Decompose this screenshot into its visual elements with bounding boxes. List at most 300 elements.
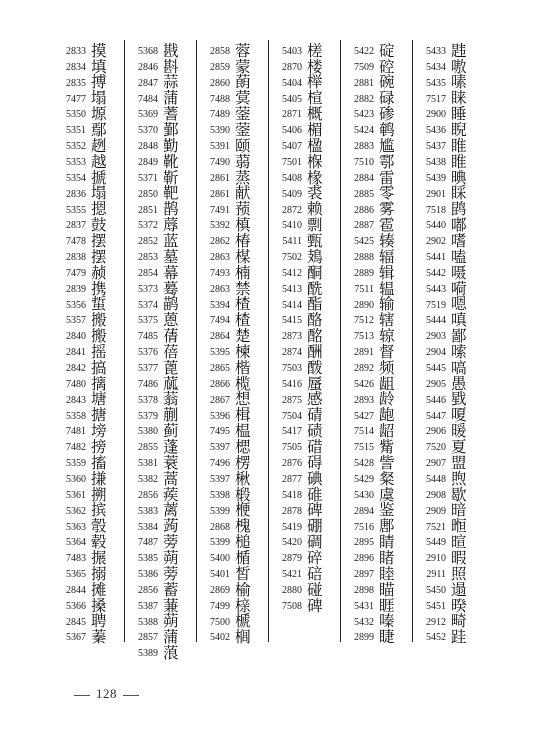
column-divider (268, 40, 269, 642)
character: 靴 (163, 152, 179, 171)
character: 趔 (91, 136, 107, 155)
character: 蒴 (163, 548, 179, 567)
code-number: 2880 (282, 584, 302, 596)
character: 榅 (235, 422, 251, 441)
code-number: 7514 (354, 426, 374, 438)
code-number: 5413 (282, 283, 302, 295)
character: 榹 (235, 612, 251, 631)
code-number: 2871 (282, 109, 302, 121)
character: 蓢 (235, 73, 251, 92)
code-number: 2901 (426, 188, 446, 200)
code-number: 5409 (282, 188, 302, 200)
code-number: 5387 (138, 600, 158, 612)
character: 雷 (379, 168, 395, 187)
code-number: 2845 (66, 616, 86, 628)
code-number: 7510 (354, 156, 374, 168)
character: 墓 (163, 247, 179, 266)
character: 鄌 (379, 517, 395, 536)
character: 嗬 (451, 279, 467, 298)
code-number: 5359 (66, 458, 86, 470)
code-number: 5353 (66, 156, 86, 168)
character: 蒺 (163, 485, 179, 504)
code-number: 2872 (282, 204, 302, 216)
code-number: 5369 (138, 109, 158, 121)
code-number: 2855 (138, 442, 158, 454)
code-number: 5442 (426, 267, 446, 279)
character: 蓥 (235, 121, 251, 139)
code-number: 2839 (66, 283, 86, 295)
code-number: 7516 (354, 521, 374, 533)
code-number: 5445 (426, 363, 446, 374)
code-number: 2910 (426, 553, 446, 565)
code-number: 5356 (66, 299, 86, 311)
character: 裘 (307, 184, 323, 203)
code-number: 5370 (138, 125, 158, 137)
code-number: 2882 (354, 93, 374, 105)
character: 蒡 (163, 533, 179, 552)
character: 蓐 (163, 216, 179, 235)
character: 遢 (451, 580, 467, 599)
code-number: 2899 (354, 632, 374, 644)
table-row (200, 626, 255, 649)
character: 暅 (451, 517, 467, 536)
column-divider (340, 40, 341, 642)
code-number: 5397 (210, 442, 230, 454)
character: 楣 (307, 121, 323, 139)
code-number: 5399 (210, 537, 230, 549)
code-number: 5447 (426, 410, 446, 422)
code-number: 7502 (282, 252, 302, 264)
character: 碓 (307, 485, 323, 504)
code-number: 7518 (426, 204, 446, 216)
character: 榆 (235, 580, 251, 599)
code-number: 2884 (354, 172, 374, 184)
character: 蓣 (235, 200, 251, 219)
code-number: 5392 (210, 220, 230, 232)
character: 煦 (451, 469, 467, 488)
character: 甄 (307, 231, 323, 250)
table-row (272, 595, 327, 618)
character: 榉 (307, 73, 323, 92)
character: 摈 (91, 501, 107, 520)
character: 楫 (235, 406, 251, 425)
character: 辐 (379, 247, 395, 266)
code-number: 5419 (282, 521, 302, 533)
code-number: 2878 (282, 505, 302, 517)
character: 嗜 (451, 231, 467, 250)
code-number: 5357 (66, 315, 86, 327)
code-number: 2846 (138, 61, 158, 73)
code-number: 5451 (426, 600, 446, 612)
code-number: 5379 (138, 410, 158, 422)
character: 碉 (307, 533, 323, 552)
character: 搏 (91, 73, 107, 92)
character: 鄢 (91, 121, 107, 139)
character: 蒗 (163, 644, 179, 663)
code-number: 5449 (426, 537, 446, 549)
code-number: 5396 (210, 410, 230, 422)
code-number: 2911 (426, 569, 446, 581)
code-number: 2841 (66, 347, 86, 359)
code-number: 5440 (426, 220, 446, 232)
code-number: 5416 (282, 378, 302, 390)
character: 暄 (451, 533, 467, 552)
character: 皙 (235, 564, 251, 583)
character: 照 (451, 564, 467, 583)
code-number: 2875 (282, 394, 302, 406)
character: 携 (91, 279, 107, 298)
character: 酦 (307, 358, 323, 377)
character: 频 (379, 358, 395, 377)
character: 楞 (235, 453, 251, 472)
character: 蒡 (163, 564, 179, 583)
code-number: 5411 (282, 236, 302, 248)
code-number: 2840 (66, 331, 86, 343)
code-number: 5423 (354, 109, 374, 121)
character: 输 (379, 295, 395, 314)
code-number: 2843 (66, 394, 86, 406)
code-number: 2864 (210, 331, 230, 343)
code-number: 2837 (66, 220, 86, 232)
character: 蓂 (235, 89, 251, 108)
character: 碃 (307, 406, 323, 425)
character: 龅 (379, 406, 395, 425)
character: 酪 (307, 311, 323, 330)
character: 塘 (91, 390, 107, 409)
character: 槌 (235, 533, 251, 552)
character: 剽 (307, 216, 323, 235)
column-divider (412, 40, 413, 642)
code-number: 7517 (426, 93, 446, 105)
character: 辒 (379, 279, 395, 298)
code-number: 2874 (282, 347, 302, 359)
character: 槐 (235, 517, 251, 536)
character: 楝 (235, 342, 251, 361)
character: 嗫 (451, 263, 467, 282)
character: 禁 (235, 279, 251, 298)
code-number: 5381 (138, 458, 158, 470)
character: 搛 (91, 469, 107, 488)
code-number: 5362 (66, 505, 86, 517)
character: 蒟 (163, 517, 179, 536)
code-number: 2902 (426, 236, 446, 248)
character: 椽 (307, 168, 323, 187)
character: 赪 (91, 263, 107, 282)
code-number: 5415 (282, 315, 302, 327)
character: 鳷 (307, 247, 323, 266)
table-row (344, 626, 399, 649)
code-number: 5397 (210, 473, 230, 485)
character: 愚 (451, 374, 467, 393)
character: 蒯 (163, 406, 179, 425)
code-number: 7485 (138, 331, 158, 343)
character: 蓓 (163, 342, 179, 361)
code-number: 2889 (354, 267, 374, 279)
code-number: 5429 (354, 473, 374, 485)
character: 蓏 (163, 374, 179, 393)
character: 彀 (91, 517, 107, 536)
character: 睦 (379, 564, 395, 583)
code-number: 5432 (354, 616, 374, 628)
code-number: 2912 (426, 616, 446, 628)
character: 蓑 (163, 453, 179, 472)
character: 暌 (451, 596, 467, 615)
character: 戡 (163, 41, 179, 60)
character: 搒 (91, 438, 107, 456)
code-number: 5384 (138, 521, 158, 533)
character: 嗄 (451, 406, 467, 425)
character: 碘 (307, 469, 323, 488)
character: 盟 (451, 453, 467, 472)
character: 零 (379, 184, 395, 203)
character: 颐 (235, 136, 251, 155)
code-number: 5380 (138, 426, 158, 438)
code-number: 5375 (138, 315, 158, 327)
code-number: 5352 (66, 141, 86, 153)
code-number: 5403 (282, 46, 302, 57)
character: 塬 (91, 105, 107, 124)
code-number: 5355 (66, 204, 86, 216)
character: 戥 (451, 390, 467, 409)
code-number: 5354 (66, 172, 86, 184)
code-number: 2852 (138, 236, 158, 248)
character: 摁 (91, 200, 107, 219)
code-number: 2857 (138, 632, 158, 644)
code-number: 2885 (354, 188, 374, 200)
character: 蓬 (163, 438, 179, 456)
code-number: 2868 (210, 521, 230, 533)
code-number: 2836 (66, 188, 86, 200)
character: 塌 (91, 89, 107, 108)
code-number: 5371 (138, 172, 158, 184)
code-number: 7484 (138, 93, 158, 105)
character: 概 (307, 105, 323, 124)
character: 想 (235, 390, 251, 409)
code-number: 7495 (210, 426, 230, 438)
character: 搠 (91, 485, 107, 504)
character: 睡 (451, 105, 467, 124)
column-divider (124, 40, 125, 642)
code-number: 5373 (138, 283, 158, 295)
character-table (56, 40, 496, 710)
code-number: 7490 (210, 156, 230, 168)
code-number: 5400 (210, 553, 230, 565)
character: 粲 (379, 469, 395, 488)
character: 椴 (235, 485, 251, 504)
character: 摆 (91, 247, 107, 266)
character: 越 (91, 152, 107, 171)
character: 酬 (307, 342, 323, 361)
code-number: 5422 (354, 46, 374, 57)
code-number: 7493 (210, 267, 230, 279)
code-number: 5424 (354, 125, 374, 137)
character: 睹 (379, 548, 395, 567)
character: 摸 (91, 41, 107, 60)
character: 蓉 (235, 41, 251, 60)
character: 鉴 (379, 501, 395, 520)
code-number: 2906 (426, 426, 446, 438)
character: 碰 (307, 580, 323, 599)
character: 碏 (307, 438, 323, 456)
code-number: 2866 (210, 378, 230, 390)
code-number: 2869 (210, 584, 230, 596)
code-number: 2853 (138, 252, 158, 264)
character: 蒴 (163, 612, 179, 631)
code-number: 2847 (138, 77, 158, 89)
code-number: 7503 (282, 363, 302, 374)
character: 鹌 (379, 121, 395, 139)
code-number: 7486 (138, 378, 158, 390)
code-number: 2863 (210, 283, 230, 295)
character: 槙 (235, 216, 251, 235)
character: 蓖 (163, 358, 179, 377)
table-row (128, 642, 183, 665)
code-number: 5410 (282, 220, 302, 232)
character: 蒨 (163, 327, 179, 346)
code-number: 2895 (354, 537, 374, 549)
character: 鼓 (91, 216, 107, 235)
code-number: 5448 (426, 473, 446, 485)
code-number: 5405 (282, 93, 302, 105)
code-number: 7487 (138, 537, 158, 549)
code-number: 2863 (210, 252, 230, 264)
character: 献 (235, 184, 251, 203)
code-number: 2893 (354, 394, 374, 406)
code-number: 2898 (354, 584, 374, 596)
code-number: 5418 (282, 489, 302, 501)
character: 韪 (451, 41, 467, 60)
character: 碜 (379, 105, 395, 124)
character: 睐 (451, 89, 467, 108)
character: 酩 (307, 327, 323, 346)
code-number: 2844 (66, 584, 86, 596)
character: 瞄 (379, 580, 395, 599)
code-number: 5430 (354, 489, 374, 501)
character: 楸 (235, 469, 251, 488)
character: 塌 (91, 184, 107, 203)
character: 睨 (451, 121, 467, 139)
code-number: 5417 (282, 426, 302, 438)
code-number: 5361 (66, 489, 86, 501)
character: 碚 (307, 564, 323, 583)
code-number: 2881 (354, 77, 374, 89)
character: 楂 (235, 295, 251, 314)
character: 暗 (451, 501, 467, 520)
code-number: 5368 (138, 46, 158, 57)
character: 硿 (379, 57, 395, 76)
character: 督 (379, 342, 395, 361)
code-number: 5426 (354, 378, 374, 390)
character: 椿 (235, 231, 251, 250)
page-number: 128 (96, 686, 117, 701)
character: 蒙 (235, 57, 251, 76)
page-footer (68, 686, 145, 702)
code-number: 7505 (282, 442, 302, 454)
character: 碎 (307, 548, 323, 567)
code-number: 7491 (210, 204, 230, 216)
character: 睚 (379, 596, 395, 615)
code-number: 5358 (66, 410, 86, 422)
character: 搪 (91, 406, 107, 425)
code-number: 2849 (138, 156, 158, 168)
character: 毂 (91, 533, 107, 552)
character: 靳 (163, 168, 179, 187)
character: 碍 (307, 453, 323, 472)
code-number: 5376 (138, 347, 158, 359)
code-number: 7489 (210, 109, 230, 121)
character: 歇 (451, 485, 467, 504)
code-number: 5450 (426, 584, 446, 596)
code-number: 5394 (210, 299, 230, 311)
code-number: 2861 (210, 172, 230, 184)
code-number: 7511 (354, 283, 374, 295)
character: 碑 (307, 596, 323, 615)
character: 暖 (451, 422, 467, 441)
code-number: 2867 (210, 394, 230, 406)
code-number: 2909 (426, 505, 446, 517)
character: 嗯 (451, 295, 467, 314)
code-number: 2903 (426, 331, 446, 343)
code-number: 2886 (354, 204, 374, 216)
character: 晪 (451, 168, 467, 187)
character: 睢 (451, 152, 467, 171)
code-number: 2865 (210, 363, 230, 374)
character: 幕 (163, 263, 179, 282)
character: 槎 (307, 41, 323, 60)
character: 楷 (235, 358, 251, 377)
code-number: 2838 (66, 252, 86, 264)
code-number: 5389 (138, 648, 158, 660)
code-number: 2877 (282, 473, 302, 485)
table-row (416, 626, 471, 649)
code-number: 5431 (354, 600, 374, 612)
character: 榈 (235, 628, 251, 647)
character: 榇 (235, 596, 251, 615)
code-number: 7513 (354, 331, 374, 343)
code-number: 7478 (66, 236, 86, 248)
code-number: 5399 (210, 505, 230, 517)
code-number: 2887 (354, 220, 374, 232)
character: 斟 (163, 57, 179, 76)
code-number: 2905 (426, 378, 446, 390)
code-number: 2891 (354, 347, 374, 359)
character: 嘟 (451, 216, 467, 235)
code-number: 5365 (66, 569, 86, 581)
character: 夏 (451, 438, 467, 456)
character: 畸 (451, 612, 467, 631)
code-number: 2856 (138, 584, 158, 596)
character: 蓄 (163, 580, 179, 599)
code-number: 5412 (282, 267, 302, 279)
character: 楦 (307, 89, 323, 108)
character: 填 (91, 57, 107, 76)
code-number: 7494 (210, 315, 230, 327)
character: 睫 (379, 628, 395, 647)
character: 蒽 (163, 311, 179, 330)
character: 楠 (235, 263, 251, 282)
character: 蓥 (235, 105, 251, 124)
character: 蓍 (163, 105, 179, 124)
character: 龃 (379, 374, 395, 393)
code-number: 5444 (426, 315, 446, 327)
code-number: 5363 (66, 521, 86, 533)
code-number: 5434 (426, 61, 446, 73)
code-number: 5398 (210, 489, 230, 501)
code-number: 5402 (210, 632, 230, 644)
code-number: 2900 (426, 109, 446, 121)
character: 蒲 (163, 89, 179, 108)
code-number: 2894 (354, 505, 374, 517)
